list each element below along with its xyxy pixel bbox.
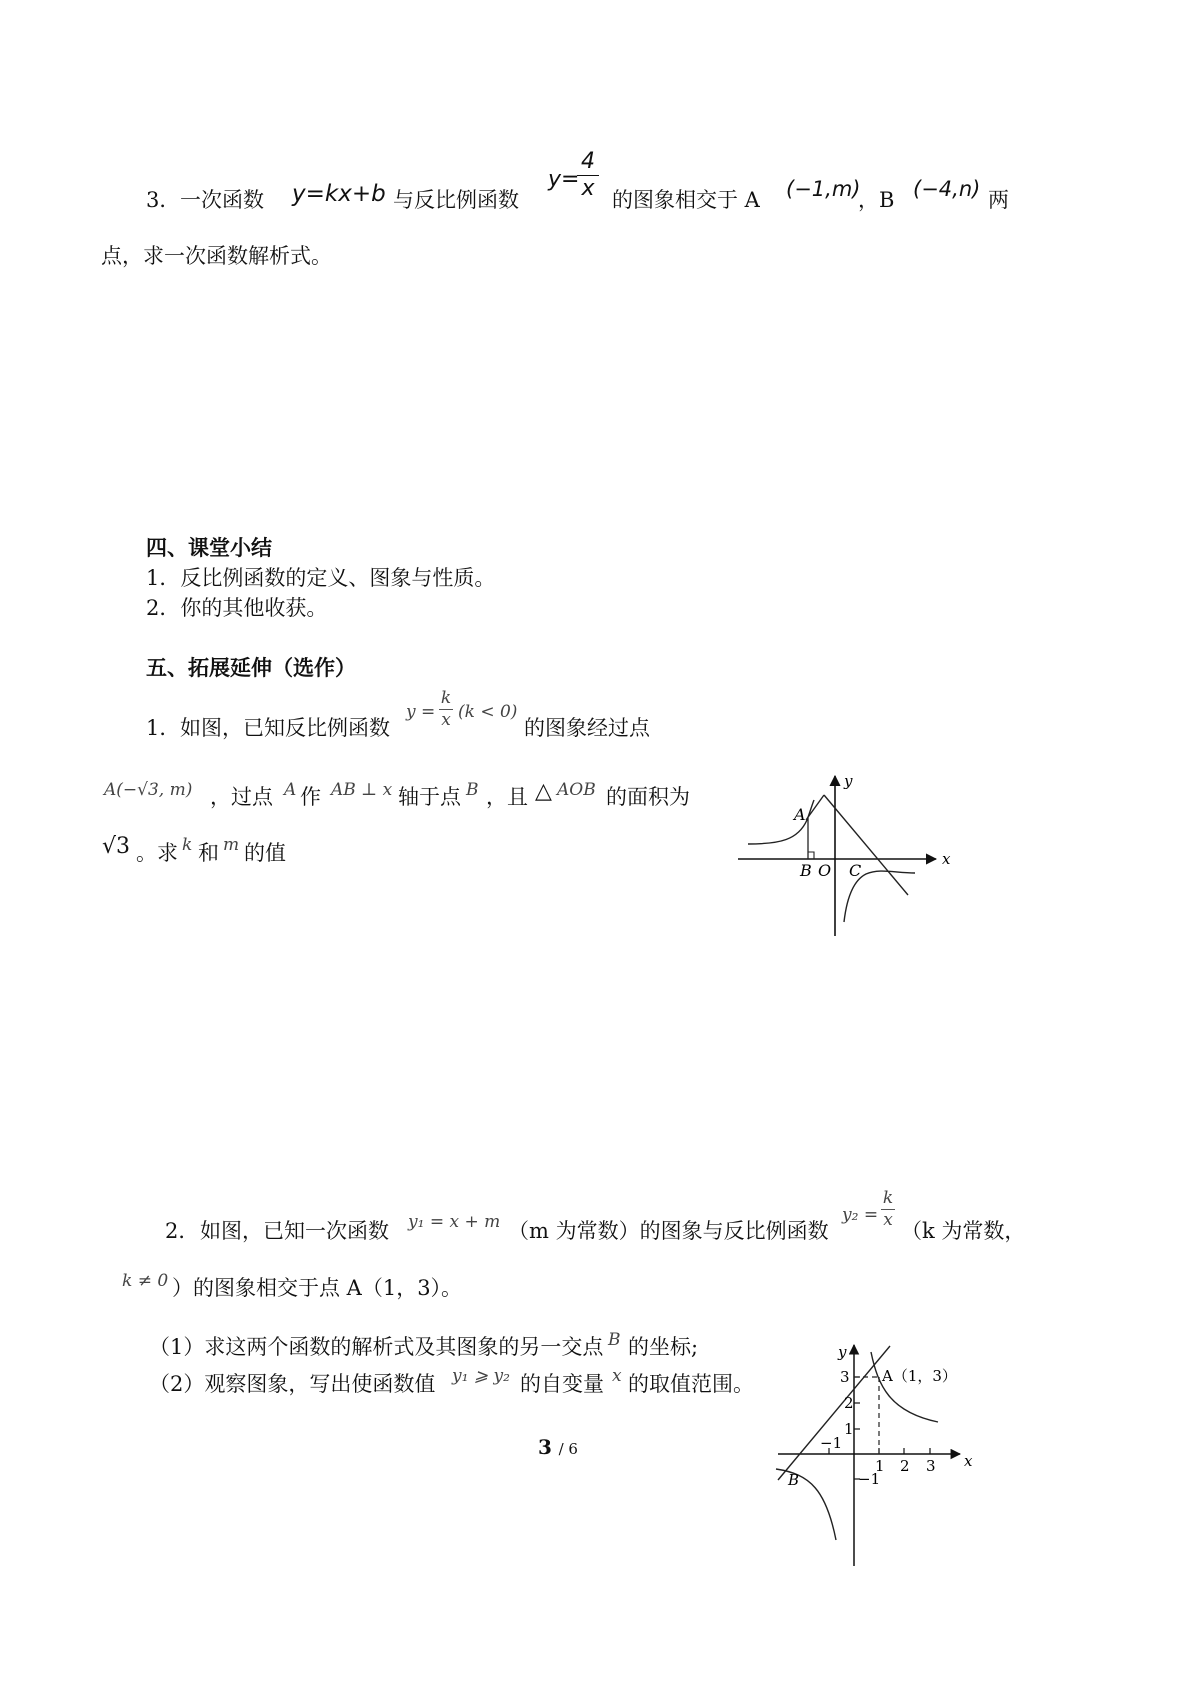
p2-text-1: 如图，已知一次函数 [200,1219,389,1243]
p2-frac-denominator: x [883,1210,893,1230]
p1-text-5: 轴于点 [398,785,461,809]
p1-formula-lhs: y = [406,702,436,722]
figure-1-label-c: C [849,861,862,880]
p1-perp: AB ⊥ x [331,780,393,800]
p2-q2-end: 的取值范围。 [628,1372,754,1396]
triangle-symbol: △ [535,779,552,804]
figure-2-tick-label-y3: 3 [840,1368,850,1386]
figure-2-tick-label-y1: 1 [844,1420,854,1438]
summary-item-2: 2．你的其他收获。 [146,596,328,620]
figure-2-tick-label-x1: 1 [875,1457,885,1475]
p2-q1-var-b: B [608,1330,621,1350]
q3-point-a: (−1,m) [786,177,861,201]
p2-q2-inequality: y₁ ⩾ y₂ [452,1366,510,1386]
figure-1-label-x: x [942,850,951,868]
q3-number: 3． [146,188,181,212]
q3-formula-linear: y=kx+b [292,181,386,207]
p1-formula-frac [439,690,453,729]
p1-text-2: 的图象经过点 [524,716,650,740]
p2-formula-inverse-lhs: y₂ = [842,1205,879,1225]
summary-heading: 四、课堂小结 [146,535,272,560]
p2-formula-frac [881,1190,895,1229]
p1-frac-denominator: x [441,710,451,730]
q3-frac-numerator: 4 [581,149,595,174]
p1-var-a: A [284,780,297,800]
p2-q1-end: 的坐标; [628,1335,699,1359]
p1-text-10: 的值 [244,841,286,865]
q3-formula-inverse-frac [577,151,599,200]
figure-2 [770,1340,1000,1575]
figure-2-tick-label-x3: 3 [926,1457,936,1475]
figure-2-label-x: x [964,1452,973,1470]
figure-1-label-o: O [818,861,832,880]
page-current: 3 [538,1435,552,1459]
figure-2-hyperbola-left [776,1469,836,1540]
p1-formula-condition: (k < 0) [458,702,518,722]
p2-question-1: （1）求这两个函数的解析式及其图象的另一交点 [149,1335,604,1359]
q3-formula-inverse-lhs: y= [548,167,580,192]
q3-frac-denominator: x [581,176,595,201]
p1-var-k: k [182,835,193,855]
figure-1-line [824,795,908,895]
p1-number: 1． [146,716,181,740]
figure-1-label-y: y [844,772,853,790]
summary-item-1: 1．反比例函数的定义、图象与性质。 [146,566,496,590]
figure-2-label-y: y [838,1343,847,1361]
p1-text-8: 。求 [136,841,178,865]
p1-text-4: 作 [300,785,321,809]
p2-text-4: ）的图象相交于点 A（1，3）。 [172,1276,463,1300]
figure-2-label-a: A（1，3） [882,1367,957,1385]
p2-frac-numerator: k [882,1188,894,1208]
q3-text-4: ，B [858,188,895,212]
page-number [538,1437,578,1458]
p2-text-3: （k 为常数， [901,1219,1026,1243]
figure-2-tick-label-x2: 2 [900,1457,910,1475]
figure-1-label-b: B [800,861,812,880]
extension-heading: 五、拓展延伸（选作） [146,655,356,680]
p2-number: 2． [165,1219,200,1243]
p1-frac-numerator: k [440,688,452,708]
q3-text-2: 与反比例函数 [393,188,519,212]
figure-2-line [778,1346,890,1480]
figure-1 [730,770,970,940]
q3-point-b: (−4,n) [913,177,981,201]
page-total: / 6 [558,1440,578,1458]
figure-1-right-angle-mark [808,852,814,859]
p2-formula-linear: y₁ = x + m [408,1212,501,1232]
p1-aob: AOB [557,780,596,800]
p1-var-b: B [466,780,479,800]
p2-q2-var-x: x [612,1366,622,1386]
figure-2-tick-label-xn1: −1 [820,1434,843,1452]
p2-text-2: （m 为常数）的图象与反比例函数 [508,1219,829,1243]
q3-line2: 点，求一次函数解析式。 [101,244,332,268]
figure-1-line-upper [806,795,824,820]
p2-condition: k ≠ 0 [122,1271,169,1291]
q3-text-1: 一次函数 [180,188,264,212]
p1-text-7: 的面积为 [606,785,690,809]
p1-text-6: ，且 [486,785,528,809]
p1-text-3: ，过点 [210,785,273,809]
figure-2-tick-label-y2: 2 [844,1394,854,1412]
figure-2-tick-label-yn1: −1 [858,1470,881,1488]
p1-text-1: 如图，已知反比例函数 [180,716,390,740]
p1-sqrt3: √3 [102,834,131,859]
p2-q2-mid: 的自变量 [520,1372,604,1396]
figure-2-label-b: B [788,1471,800,1489]
p2-question-2: （2）观察图象，写出使函数值 [149,1372,436,1396]
q3-text-3: 的图象相交于 A [612,188,760,212]
p1-text-9: 和 [198,841,219,865]
p1-var-m: m [223,835,240,855]
figure-1-label-a: A [794,805,806,824]
p1-point-a: A(−√3, m) [104,780,193,800]
q3-text-5: 两 [988,188,1009,212]
figure-2-hyperbola-right [871,1352,938,1422]
